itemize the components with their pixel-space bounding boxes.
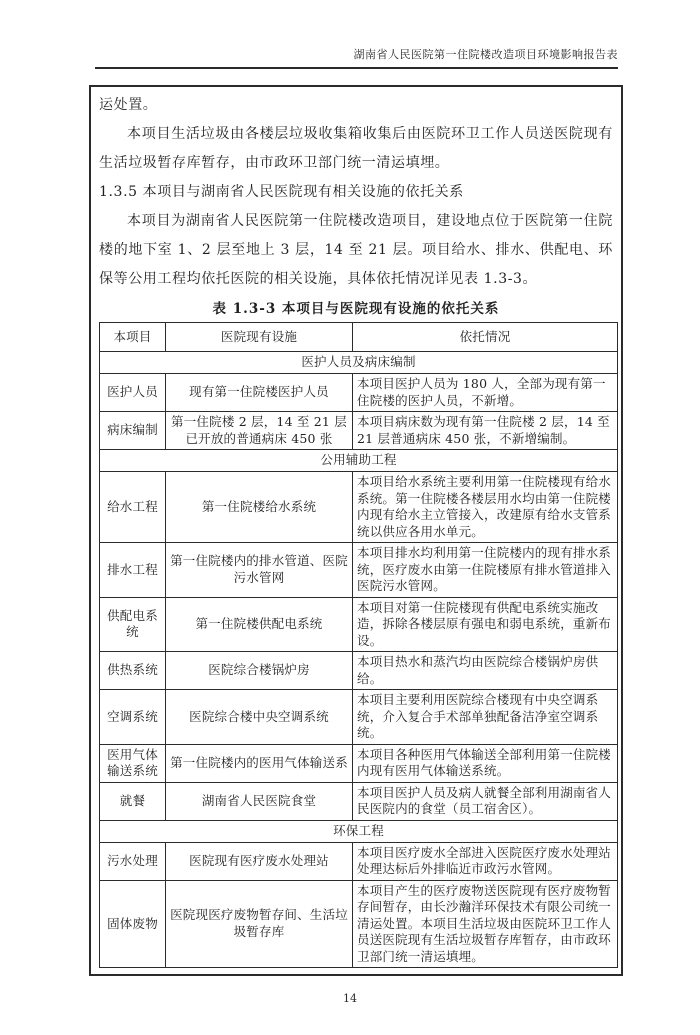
table-title: 表 1.3-3 本项目与医院现有设施的依托关系 bbox=[212, 301, 500, 317]
table-row bbox=[100, 597, 618, 652]
section-heading-1-3-5: 1.3.5 本项目与湖南省人民医院现有相关设施的依托关系 bbox=[99, 184, 464, 200]
cell-dependency: 本项目排水均利用第一住院楼内的现有排水系统，医疗废水由第一住院楼原有排水管道排入医院污水管网。 bbox=[353, 543, 618, 598]
cell-facility: 湖南省人民医院食堂 bbox=[166, 782, 353, 820]
cell-project: 供热系统 bbox=[100, 652, 166, 690]
paragraph-project-description: 本项目为湖南省人民医院第一住院楼改造项目，建设地点位于医院第一住院楼的地下室 1、2 层至地上 3 层，14 至 21 层。项目给水、排水、供配电、环保等公用工程均依托医院的相关设施，具体依托情况详见表 1.3-3。 bbox=[99, 213, 613, 287]
col-header-existing-facility: 医院现有设施 bbox=[166, 323, 353, 352]
cell-dependency: 本项目产生的医疗废物送医院现有医疗废物暂存间暂存，由长沙瀚洋环保技术有限公司统一清运处置。本项目生活垃圾由医院环卫工作人员送医院现有生活垃圾暂存库暂存，由市政环卫部门统一清运填埋。 bbox=[353, 880, 618, 968]
cell-dependency: 本项目热水和蒸汽均由医院综合楼锅炉房供给。 bbox=[353, 652, 618, 690]
cell-facility: 第一住院楼内的医用气体输送系 bbox=[166, 744, 353, 782]
col-header-dependency: 依托情况 bbox=[353, 323, 618, 352]
page-number: 14 bbox=[343, 992, 357, 1005]
table-row bbox=[100, 744, 618, 782]
table-row bbox=[100, 652, 618, 690]
table-row bbox=[100, 782, 618, 820]
cell-project: 空调系统 bbox=[100, 690, 166, 745]
cell-project: 污水处理 bbox=[100, 842, 166, 880]
table-row bbox=[100, 472, 618, 543]
cell-facility: 第一住院楼供配电系统 bbox=[166, 597, 353, 652]
paragraph-trash-disposal: 本项目生活垃圾由各楼层垃圾收集箱收集后由医院环卫工作人员送医院现有生活垃圾暂存库暂存，由市政环卫部门统一清运填埋。 bbox=[99, 126, 613, 171]
cell-dependency: 本项目给水系统主要利用第一住院楼现有给水系统。第一住院楼各楼层用水均由第一住院楼内现有给水主立管接入，改建原有给水支管系统以供应各用水单元。 bbox=[353, 472, 618, 543]
cell-dependency: 本项目医疗废水全部进入医院医疗废水处理站处理达标后外排临近市政污水管网。 bbox=[353, 842, 618, 880]
cell-dependency: 本项目病床数为现有第一住院楼 2 层，14 至 21 层普通病床 450 张，不新增编制。 bbox=[353, 412, 618, 450]
cell-dependency: 本项目主要利用医院综合楼现有中央空调系统，介入复合手术部单独配备洁净室空调系统。 bbox=[353, 690, 618, 745]
cell-facility: 第一住院楼给水系统 bbox=[166, 472, 353, 543]
cell-facility: 医院现有医疗废水处理站 bbox=[166, 842, 353, 880]
table-row bbox=[100, 690, 618, 745]
cell-project: 排水工程 bbox=[100, 543, 166, 598]
cell-dependency: 本项目各种医用气体输送全部利用第一住院楼内现有医用气体输送系统。 bbox=[353, 744, 618, 782]
cell-facility: 医院现医疗废物暂存间、生活垃圾暂存库 bbox=[166, 880, 353, 968]
cell-project: 供配电系统 bbox=[100, 597, 166, 652]
page-header-title: 湖南省人民医院第一住院楼改造项目环境影响报告表 bbox=[95, 46, 618, 69]
cell-project: 医护人员 bbox=[100, 374, 166, 412]
table-section-row bbox=[100, 820, 618, 842]
table-section-row bbox=[100, 450, 618, 472]
paragraph-continuation: 运处置。 bbox=[99, 97, 158, 113]
document-page bbox=[0, 46, 700, 1035]
cell-project: 固体废物 bbox=[100, 880, 166, 968]
cell-project: 就餐 bbox=[100, 782, 166, 820]
cell-facility: 第一住院楼 2 层，14 至 21 层已开放的普通病床 450 张 bbox=[166, 412, 353, 450]
content-box bbox=[89, 85, 623, 976]
cell-facility: 第一住院楼内的排水管道、医院污水管网 bbox=[166, 543, 353, 598]
table-section-row bbox=[100, 352, 618, 374]
table-row bbox=[100, 543, 618, 598]
section-label: 医护人员及病床编制 bbox=[100, 352, 618, 374]
cell-project: 给水工程 bbox=[100, 472, 166, 543]
table-row bbox=[100, 412, 618, 450]
cell-facility: 现有第一住院楼医护人员 bbox=[166, 374, 353, 412]
dependency-table bbox=[99, 322, 618, 968]
col-header-project: 本项目 bbox=[100, 323, 166, 352]
cell-dependency: 本项目医护人员及病人就餐全部利用湖南省人民医院内的食堂（员工宿舍区）。 bbox=[353, 782, 618, 820]
section-label: 公用辅助工程 bbox=[100, 450, 618, 472]
table-row bbox=[100, 374, 618, 412]
table-header-row bbox=[100, 323, 618, 352]
table-row bbox=[100, 880, 618, 968]
section-label: 环保工程 bbox=[100, 820, 618, 842]
cell-facility: 医院综合楼中央空调系统 bbox=[166, 690, 353, 745]
cell-dependency: 本项目对第一住院楼现有供配电系统实施改造，拆除各楼层原有强电和弱电系统，重新布设。 bbox=[353, 597, 618, 652]
cell-dependency: 本项目医护人员为 180 人，全部为现有第一住院楼的医护人员，不新增。 bbox=[353, 374, 618, 412]
cell-facility: 医院综合楼锅炉房 bbox=[166, 652, 353, 690]
cell-project: 医用气体输送系统 bbox=[100, 744, 166, 782]
cell-project: 病床编制 bbox=[100, 412, 166, 450]
table-row bbox=[100, 842, 618, 880]
